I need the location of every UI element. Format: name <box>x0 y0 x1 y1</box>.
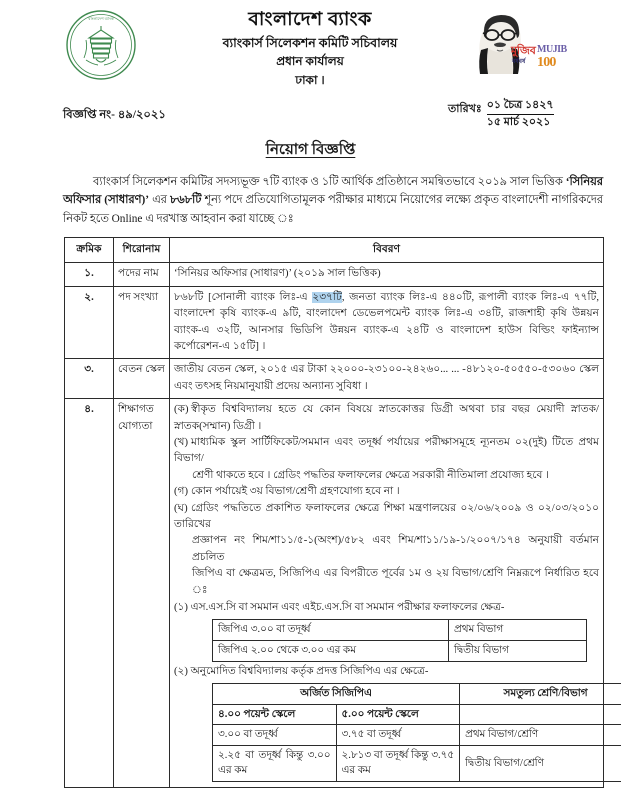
document-header <box>0 0 621 92</box>
row-serial: ২. <box>65 286 114 359</box>
equivalent-division: দ্বিতীয় বিভাগ <box>449 641 587 662</box>
column-header-title: শিরোনাম <box>114 237 170 262</box>
intro-bold-vacancy-count: ৮৬৮টি <box>170 194 201 206</box>
scale-equivalent-blank <box>460 704 621 725</box>
clause-gha-line-2: প্রজ্ঞাপন নং শিম/শা১১/৫-১(অংশ)/৫৮২ এবং শিম/শা১১/১৯-১/২০০৭/১৭৪ অনুযায়ী বর্তমান প্রচলিত <box>174 533 599 566</box>
cgpa-table-2-wrapper <box>174 683 599 782</box>
ssc-hsc-gpa-table <box>212 619 587 661</box>
org-line-4: ঢাকা । <box>165 73 455 89</box>
intro-part-1: ব্যাংকার্স সিলেকশন কমিটির সদস্যভূক্ত ৭টি ব্যাংক ও ১টি আর্থিক প্রতিষ্ঠানে সমন্বিতভাবে ২০১৯ সাল ভিত্তিক <box>93 176 566 188</box>
cgpa-header-equivalent: সমতুল্য শ্রেণি/বিভাগ <box>460 684 621 705</box>
table-row <box>65 399 604 788</box>
clause-text: মাধ্যমিক স্কুল সার্টিফিকেট/সমমান এবং তদূর্ধ্ব পর্যায়ের পরীক্ষাসমূহে ন্যূনতম ০২(দুই) টিতে প্রথম বিভাগ/ <box>174 437 599 464</box>
highlighted-selection: ২৩৭টি <box>312 292 341 303</box>
org-line-3: প্রধান কার্যালয় <box>165 54 455 70</box>
cgpa-4-value: ২.২৫ বা তদূর্ধ্ব কিন্তু ৩.০০ এর কম <box>213 745 337 781</box>
table-row <box>65 359 604 399</box>
notice-details-table <box>64 237 604 788</box>
intro-part-2: এর <box>149 194 170 206</box>
equivalent-division: প্রথম বিভাগ <box>449 620 587 641</box>
table-row <box>213 745 621 781</box>
org-line-2: ব্যাংকার্স সিলেকশন কমিটি সচিবালয় <box>165 35 455 51</box>
clause-marker: (ঘ) <box>174 501 191 517</box>
intro-paragraph <box>63 173 603 228</box>
post-count-text-a: ৮৬৮টি [সোনালী ব্যাংক লিঃ-এ <box>174 292 312 303</box>
mujib-en-top: MUJIB <box>537 45 567 55</box>
row-title: পদ সংখ্যা <box>114 286 170 359</box>
clause-marker: (গ) <box>174 484 191 500</box>
scale-4-point: ৪.০০ পয়েন্ট স্কেলে <box>213 704 337 725</box>
row-serial: ৩. <box>65 359 114 399</box>
row-detail-education <box>170 399 604 788</box>
equivalent-division: দ্বিতীয় বিভাগ/শ্রেণি <box>460 745 621 781</box>
cgpa-5-value: ৩.৭৫ বা তদূর্ধ্ব <box>336 725 460 746</box>
mujib-bn-bottom: বর্ষবর্ষ <box>512 59 525 65</box>
clause-ka <box>174 402 599 435</box>
page-title: নিয়োগ বিজ্ঞপ্তি <box>0 138 621 163</box>
table-row <box>213 620 587 641</box>
sub-clause-2-label: (২) অনুমোদিত বিশ্ববিদ্যালয় কর্তৃক প্রদত্ত সিজিপিএ এর ক্ষেত্রে- <box>174 664 599 680</box>
row-detail: ‘সিনিয়র অফিসার (সাধারণ)’ (২০১৯ সাল ভিত্তিক) <box>170 263 604 286</box>
clause-text: গ্রেডিং পদ্ধতিতে প্রকাশিত ফলাফলের ক্ষেত্রে শিক্ষা মন্ত্রণালয়ের ০২/০৬/২০০৯ ও ০২/০৩/২০১০ তারিখের <box>174 503 599 530</box>
mujib-100-mark <box>511 44 563 82</box>
column-header-detail: বিবরণ <box>170 237 604 262</box>
notice-meta-row <box>0 96 621 136</box>
row-title: বেতন স্কেল <box>114 359 170 399</box>
date-gregorian: ১৫ মার্চ ২০২১ <box>487 115 554 131</box>
equivalent-division: প্রথম বিভাগ/শ্রেণি <box>460 725 621 746</box>
bangladesh-bank-seal-icon <box>64 8 138 82</box>
intro-part-3: শূন্য পদে প্রতিযোগিতামূলক পরীক্ষার মাধ্যমে নিয়োগের লক্ষ্যে প্রকৃত বাংলাদেশী নাগরিকদের নিকট হতে Online এ দরখাস্ত আহবান করা যাচ্ছে ঃ <box>63 194 603 224</box>
svg-text:বাংলাদেশ ব্যাংক: বাংলাদেশ ব্যাংক <box>87 16 114 21</box>
intro-bold-post-name: ‘সিনিয়র অফিসার (সাধারণ)’ <box>63 176 603 206</box>
clause-marker: (ক) <box>174 402 191 418</box>
university-cgpa-table <box>212 683 621 782</box>
mujib-bn-top: মুজিব <box>511 46 536 57</box>
gpa-range: জিপিএ ৩.০০ বা তদূর্ধ্ব <box>213 620 449 641</box>
clause-ga <box>174 484 599 500</box>
table-header-row <box>213 684 621 705</box>
sub-clause-1-label: (১) এস.এস.সি বা সমমান এবং এইচ.এস.সি বা সমমান পরীক্ষার ফলাফলের ক্ষেত্র- <box>174 600 599 616</box>
header-org-block <box>165 8 455 88</box>
clause-text: স্বীকৃত বিশ্ববিদ্যালয় হতে যে কোন বিষয়ে স্নাতকোত্তর ডিগ্রী অথবা চার বছর মেয়াদী স্নাতক/স্নাতক(সম্মান) ডিগ্রী । <box>174 404 599 431</box>
clause-kha <box>174 435 599 468</box>
notice-date-block <box>448 98 554 131</box>
column-header-serial: ক্রমিক <box>65 237 114 262</box>
table-header-row <box>65 237 604 262</box>
clause-gha-line-3: জিপিএ বা ক্ষেত্রমত, সিজিপিএ এর বিপরীতে পূর্বের ১ম ও ২য় বিভাগ/শ্রেণি নিম্নরূপে নির্ধারিত হবে ঃ <box>174 566 599 599</box>
cgpa-5-value: ২.৮১৩ বা তদূর্ধ্ব কিন্তু ৩.৭৫ এর কম <box>336 745 460 781</box>
row-detail-post-count <box>170 286 604 359</box>
row-detail: জাতীয় বেতন স্কেল, ২০১৫ এর টাকা ২২০০০-২৩১০০-২৪২৬০... ... -৪৮১২০-৫০৫৫০-৫৩০৬০ স্কেল এবং তৎসহ নিয়মানুযায়ী প্রদেয় অন্যান্য সুবিধা । <box>170 359 604 399</box>
gpa-table-1-wrapper <box>174 619 599 661</box>
org-name: বাংলাদেশ ব্যাংক <box>165 8 455 32</box>
table-row <box>65 263 604 286</box>
gpa-range: জিপিএ ২.০০ থেকে ৩.০০ এর কম <box>213 641 449 662</box>
clause-text: কোন পর্যায়েই ৩য় বিভাগ/শ্রেণী গ্রহণযোগ্য হবে না । <box>191 486 400 497</box>
date-bangla: ০১ চৈত্র ১৪২৭ <box>487 98 554 115</box>
row-title: শিক্ষাগত যোগ্যতা <box>114 399 170 788</box>
table-row <box>65 286 604 359</box>
table-row <box>213 725 621 746</box>
notice-number: বিজ্ঞপ্তি নং- ৪৯/২০২১ <box>63 106 166 125</box>
cgpa-header-earned: অর্জিত সিজিপিএ <box>213 684 460 705</box>
scale-5-point: ৫.০০ পয়েন্ট স্কেলে <box>336 704 460 725</box>
mujib-en-bottom: 100 <box>537 56 556 70</box>
row-serial: ১. <box>65 263 114 286</box>
mujib-borsho-logo-icon <box>468 4 564 86</box>
clause-marker: (খ) <box>174 435 191 451</box>
table-row <box>213 641 587 662</box>
clause-gha <box>174 501 599 534</box>
date-label: তারিখঃ <box>448 98 482 119</box>
cgpa-4-value: ৩.০০ বা তদূর্ধ্ব <box>213 725 337 746</box>
row-serial: ৪. <box>65 399 114 788</box>
post-count-text-b: , জনতা ব্যাংক লিঃ-এ ৪৪০টি, রূপালী ব্যাংক লিঃ-এ ৭৭টি, বাংলাদেশ কৃষি ব্যাংক-এ ৯টি, বাংলাদেশ ডেভেলপমেন্ট ব্যাংক লিঃ-এ ৩৪টি, রাজশাহী কৃষি উন্নয়ন ব্যাংক-এ ৩২টি, আনসার ভিডিপি উন্নয়ন ব্যাংক-এ ২৪টি ও বাংলাদেশ হাউস বিল্ডিং ফাইন্যান্স কর্পোরেশন-এ ১৫টি] । <box>174 292 599 352</box>
clause-kha-line-2: শ্রেণী থাকতে হবে । গ্রেডিং পদ্ধতির ফলাফলের ক্ষেত্রে সরকারী নীতিমালা প্রযোজ্য হবে । <box>174 468 599 484</box>
row-title: পদের নাম <box>114 263 170 286</box>
table-row <box>213 704 621 725</box>
